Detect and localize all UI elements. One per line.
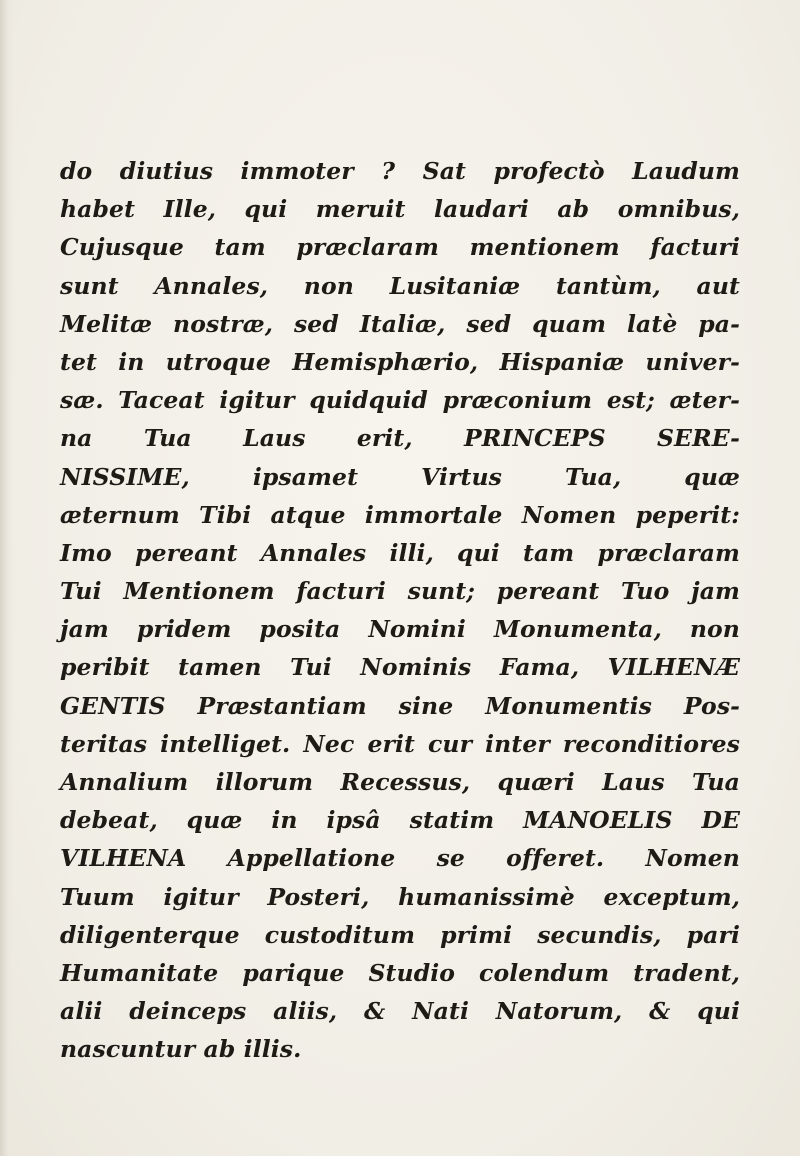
text-line: debeat, quæ in ipsâ statim MANOELIS DE: [60, 806, 740, 835]
text-line: GENTIS Præstantiam sine Monumentis Pos-: [60, 691, 740, 720]
text-line: Tui Mentionem facturi sunt; pereant Tuo jam: [60, 577, 740, 606]
text-line-last: nascuntur ab illis.: [60, 1035, 302, 1064]
text-line: æternum Tibi atque immortale Nomen peperit:: [60, 500, 740, 529]
text-line: jam pridem posita Nomini Monumenta, non: [60, 615, 740, 644]
text-line: do diutius immoter ? Sat profectò Laudum: [60, 157, 740, 185]
text-line: Tuum igitur Posteri, humanissimè exceptum,: [60, 882, 740, 911]
text-line: Humanitate parique Studio colendum tradent,: [60, 958, 740, 987]
text-line: habet Ille, qui meruit laudari ab omnibus,: [60, 195, 740, 224]
text-line: VILHENA Appellatione se offeret. Nomen: [60, 844, 740, 873]
page-gutter-shadow: [0, 0, 14, 1156]
text-line: na Tua Laus erit, PRINCEPS SERE-: [60, 424, 740, 453]
text-line: peribit tamen Tui Nominis Fama, VILHENÆ: [60, 653, 740, 682]
text-line: Annalium illorum Recessus, quæri Laus Tua: [60, 768, 740, 796]
text-line: sunt Annales, non Lusitaniæ tantùm, aut: [60, 271, 740, 300]
text-line: teritas intelliget. Nec erit cur inter reconditiores: [60, 729, 740, 758]
text-line: NISSIME, ipsamet Virtus Tua, quæ: [60, 462, 740, 491]
text-line: Imo pereant Annales illi, qui tam præclaram: [60, 538, 740, 567]
text-line: diligenterque custoditum primi secundis, pari: [60, 920, 740, 949]
text-line: Melitæ nostræ, sed Italiæ, sed quam latè pa-: [60, 309, 740, 338]
latin-text-block: [60, 152, 740, 1069]
text-line: sæ. Taceat igitur quidquid præconium est; æter-: [60, 386, 740, 415]
text-line: tet in utroque Hemisphærio, Hispaniæ univer-: [60, 347, 740, 376]
text-line: Cujusque tam præclaram mentionem facturi: [60, 233, 740, 262]
text-line: alii deinceps aliis, & Nati Natorum, & qui: [60, 997, 740, 1026]
